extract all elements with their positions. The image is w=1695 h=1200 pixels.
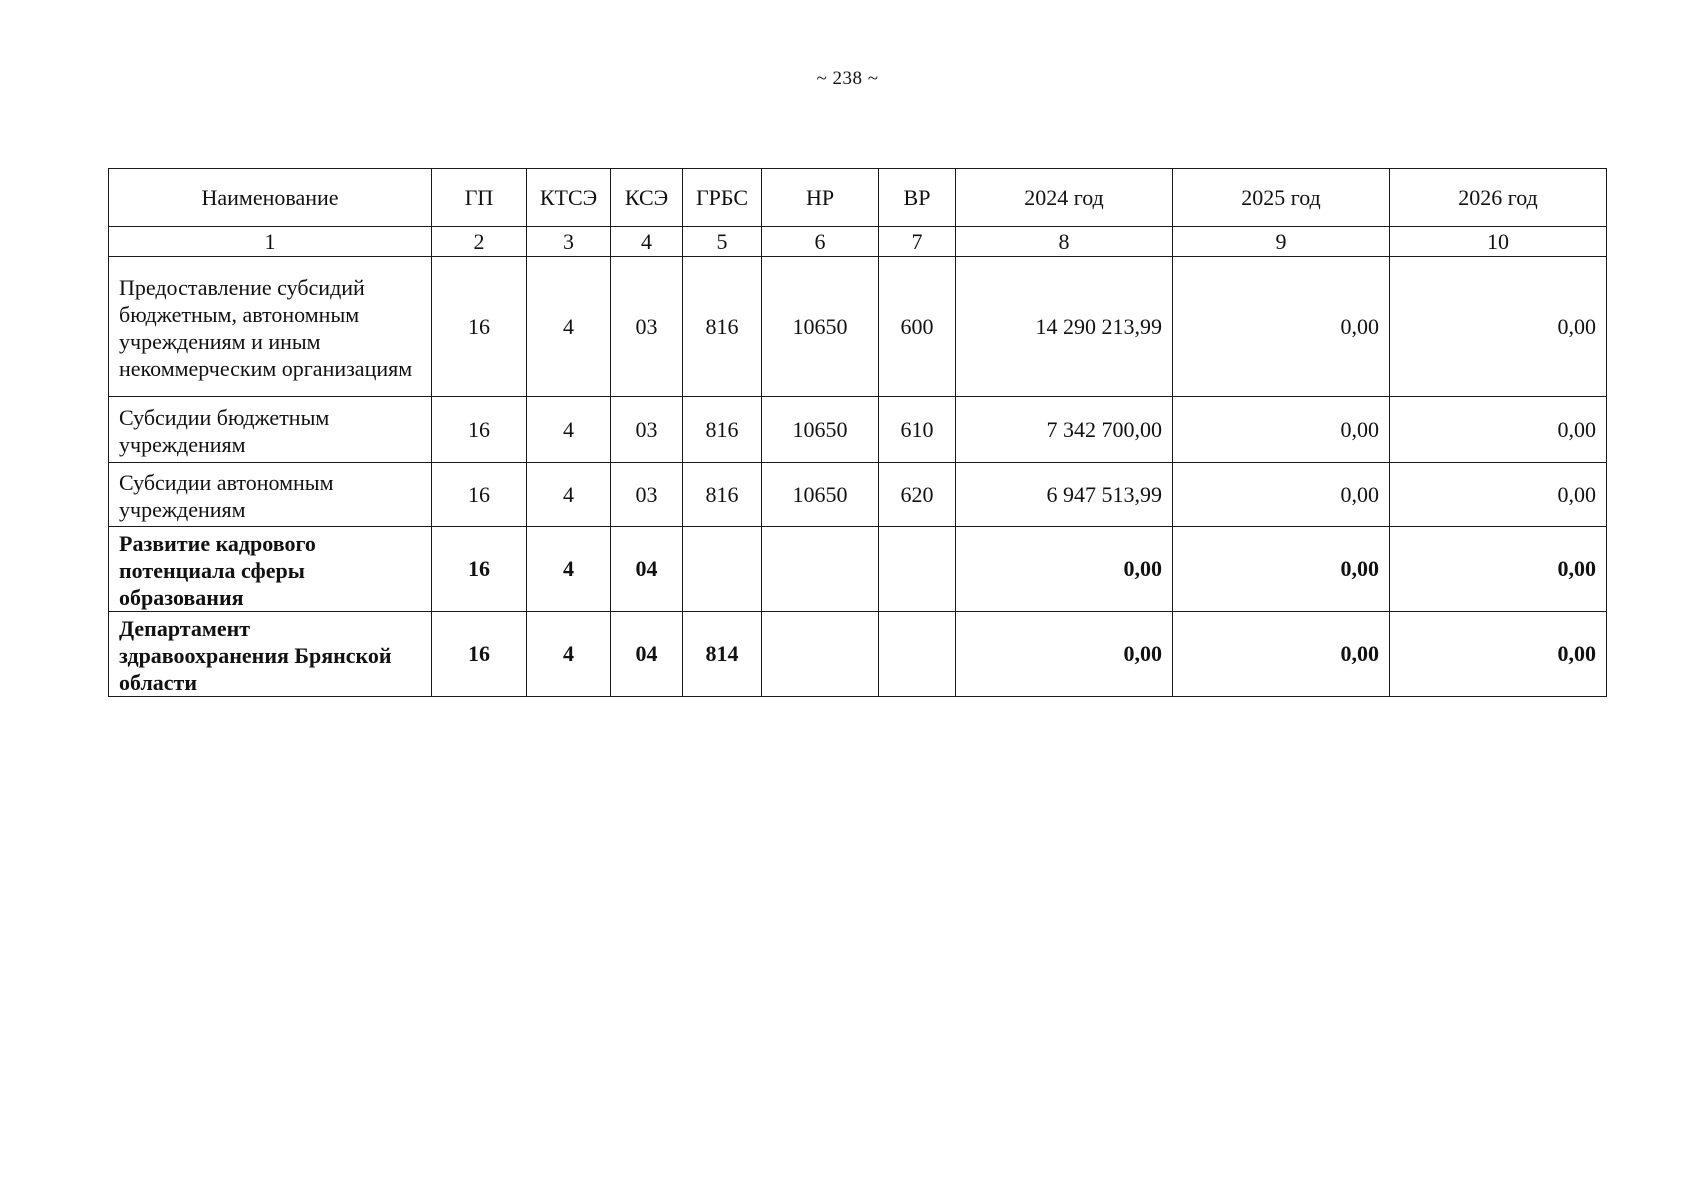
cell-vr: 610 [879, 397, 956, 463]
cell-nr: 10650 [762, 257, 879, 397]
cell-vr [879, 612, 956, 697]
cell-ktse: 4 [527, 612, 611, 697]
page-number: ~ 238 ~ [816, 68, 879, 89]
cell-kse: 04 [611, 527, 683, 612]
cell-nr [762, 527, 879, 612]
column-number: 1 [109, 227, 432, 257]
header-grbs: ГРБС [683, 169, 762, 227]
row-name: Субсидии бюджетным учреждениям [109, 397, 432, 463]
table-row [109, 612, 1607, 697]
header-ktse: КТСЭ [527, 169, 611, 227]
row-name: Субсидии автономным учреждениям [109, 463, 432, 527]
cell-grbs: 816 [683, 463, 762, 527]
cell-ktse: 4 [527, 257, 611, 397]
header-nr: НР [762, 169, 879, 227]
column-number: 4 [611, 227, 683, 257]
column-number: 8 [956, 227, 1173, 257]
cell-2025: 0,00 [1173, 527, 1390, 612]
cell-kse: 04 [611, 612, 683, 697]
cell-nr: 10650 [762, 463, 879, 527]
cell-gp: 16 [432, 527, 527, 612]
table-row [109, 463, 1607, 527]
budget-table [108, 168, 1607, 697]
column-number: 3 [527, 227, 611, 257]
cell-ktse: 4 [527, 527, 611, 612]
cell-2024: 14 290 213,99 [956, 257, 1173, 397]
cell-2026: 0,00 [1390, 257, 1607, 397]
cell-2026: 0,00 [1390, 397, 1607, 463]
table-row [109, 527, 1607, 612]
cell-nr: 10650 [762, 397, 879, 463]
row-name: Департамент здравоохранения Брянской области [109, 612, 432, 697]
cell-2024: 6 947 513,99 [956, 463, 1173, 527]
header-2024: 2024 год [956, 169, 1173, 227]
cell-2025: 0,00 [1173, 463, 1390, 527]
column-number: 7 [879, 227, 956, 257]
cell-2026: 0,00 [1390, 527, 1607, 612]
header-vr: ВР [879, 169, 956, 227]
cell-grbs: 816 [683, 257, 762, 397]
cell-kse: 03 [611, 397, 683, 463]
column-number: 5 [683, 227, 762, 257]
cell-vr: 600 [879, 257, 956, 397]
header-2025: 2025 год [1173, 169, 1390, 227]
cell-2024: 7 342 700,00 [956, 397, 1173, 463]
cell-2024: 0,00 [956, 612, 1173, 697]
table-row [109, 397, 1607, 463]
column-number: 6 [762, 227, 879, 257]
cell-kse: 03 [611, 257, 683, 397]
header-row [109, 169, 1607, 227]
row-name: Развитие кадрового потенциала сферы образования [109, 527, 432, 612]
cell-grbs: 814 [683, 612, 762, 697]
row-name: Предоставление субсидий бюджетным, автономным учреждениям и иным некоммерческим организациям [109, 257, 432, 397]
cell-gp: 16 [432, 463, 527, 527]
header-2026: 2026 год [1390, 169, 1607, 227]
cell-kse: 03 [611, 463, 683, 527]
cell-2026: 0,00 [1390, 463, 1607, 527]
cell-gp: 16 [432, 257, 527, 397]
header-name: Наименование [109, 169, 432, 227]
header-gp: ГП [432, 169, 527, 227]
cell-grbs: 816 [683, 397, 762, 463]
cell-2025: 0,00 [1173, 257, 1390, 397]
column-number: 2 [432, 227, 527, 257]
column-number-row [109, 227, 1607, 257]
header-kse: КСЭ [611, 169, 683, 227]
cell-nr [762, 612, 879, 697]
cell-gp: 16 [432, 612, 527, 697]
table-row [109, 257, 1607, 397]
cell-ktse: 4 [527, 397, 611, 463]
column-number: 9 [1173, 227, 1390, 257]
cell-ktse: 4 [527, 463, 611, 527]
cell-2025: 0,00 [1173, 397, 1390, 463]
cell-grbs [683, 527, 762, 612]
cell-gp: 16 [432, 397, 527, 463]
cell-2026: 0,00 [1390, 612, 1607, 697]
cell-2025: 0,00 [1173, 612, 1390, 697]
cell-2024: 0,00 [956, 527, 1173, 612]
cell-vr [879, 527, 956, 612]
cell-vr: 620 [879, 463, 956, 527]
column-number: 10 [1390, 227, 1607, 257]
